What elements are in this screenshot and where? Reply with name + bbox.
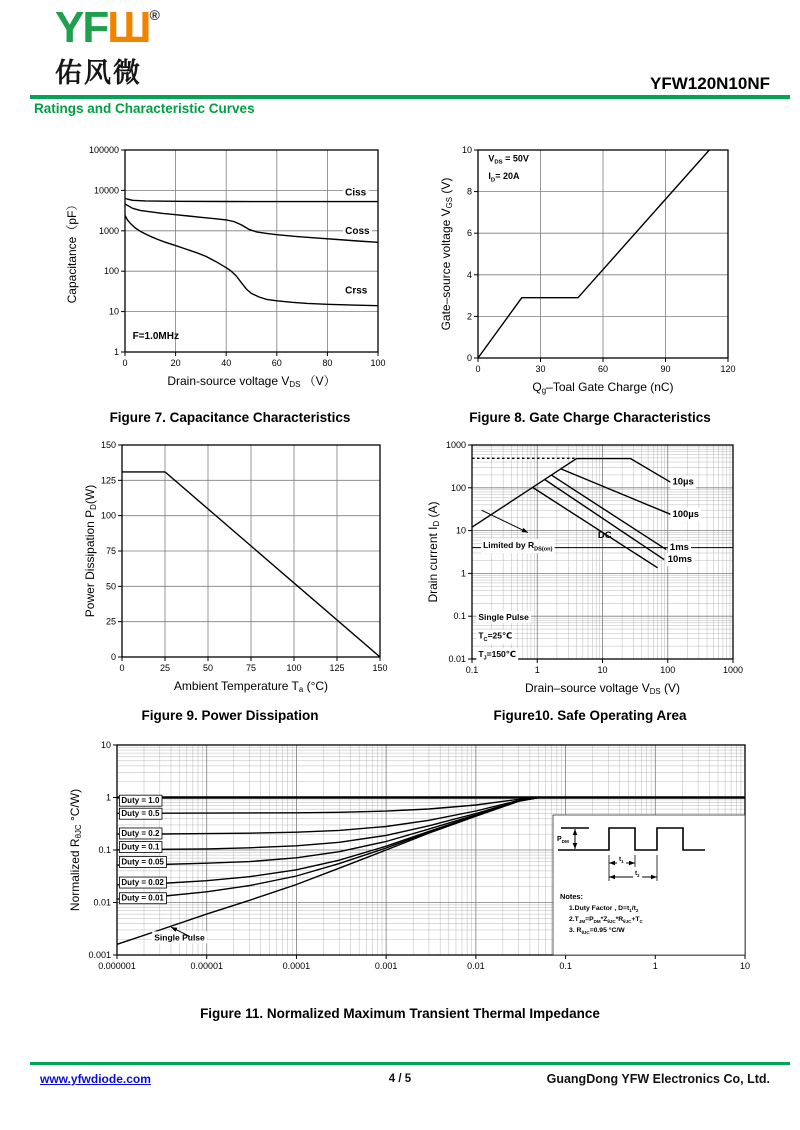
svg-text:Notes:: Notes: <box>560 892 583 901</box>
svg-text:1000: 1000 <box>445 440 466 450</box>
soa-chart <box>420 437 760 705</box>
svg-text:Capacitance（pF）: Capacitance（pF） <box>65 198 79 304</box>
svg-text:100µs: 100µs <box>672 508 700 520</box>
svg-text:0.001: 0.001 <box>374 961 398 971</box>
svg-text:t2: $t_2$ <box>635 870 640 879</box>
svg-text:10ms: 10ms <box>667 553 693 565</box>
svg-text:0.000001: 0.000001 <box>98 961 136 971</box>
svg-text:0: 0 <box>475 364 481 374</box>
svg-text:10: 10 <box>461 145 472 155</box>
figure7-caption: Figure 7. Capacitance Characteristics <box>109 410 351 425</box>
figure8-caption: Figure 8. Gate Charge Characteristics <box>469 410 711 425</box>
svg-text:60: 60 <box>597 364 609 374</box>
svg-text:0.1: 0.1 <box>453 611 466 622</box>
svg-text:25: 25 <box>159 663 171 673</box>
svg-text:100: 100 <box>286 663 302 673</box>
svg-text:1: 1 <box>460 568 466 579</box>
svg-text:1000: 1000 <box>98 225 119 236</box>
svg-text:Drain-source voltage VDS （V）: Drain-source voltage VDS （V） <box>167 374 336 390</box>
svg-text:Duty = 0.1: Duty = 0.1 <box>121 842 160 852</box>
svg-text:Duty = 0.2: Duty = 0.2 <box>121 828 160 838</box>
power-dissipation-chart <box>60 437 400 705</box>
svg-text:0: 0 <box>466 353 472 363</box>
svg-text:4: 4 <box>466 269 472 280</box>
svg-text:0.1: 0.1 <box>465 665 479 675</box>
svg-text:3. RθJC=0.95 °C/W: 3. $R_{\theta JC}=0.95$ °C/W <box>569 927 625 936</box>
svg-text:100: 100 <box>370 358 386 368</box>
svg-text:75: 75 <box>245 663 257 673</box>
footer-rule <box>30 1062 790 1065</box>
svg-text:60: 60 <box>271 358 282 368</box>
svg-text:TJ=150℃: $T_J=150℃$ <box>478 649 517 662</box>
svg-text:10: 10 <box>455 525 466 536</box>
svg-text:Qg–Toal Gate Charge (nC): Qg–Toal Gate Charge (nC) <box>532 380 674 396</box>
svg-text:0.00001: 0.00001 <box>190 961 223 971</box>
svg-text:Crss: Crss <box>345 285 368 297</box>
svg-text:PDM: $P_{DM}$ <box>557 836 569 845</box>
svg-text:100: 100 <box>450 482 466 493</box>
svg-text:2.TJM=PDM*ZθJC*RθJC+TC: $2.T_{JM}=P_{DM}*Z_{\theta JC}*R_{\theta JC}+T_C$ <box>569 916 643 925</box>
svg-text:F=1.0MHz: F=1.0MHz <box>132 330 179 342</box>
svg-text:30: 30 <box>535 364 546 374</box>
svg-text:150: 150 <box>372 663 388 673</box>
svg-text:Drain–source voltage VDS (V): Drain–source voltage VDS (V) <box>524 681 681 697</box>
figure11-caption: Figure 11. Normalized Maximum Transient Thermal Impedance <box>200 1006 600 1021</box>
logo-chinese-name: 佑风微 <box>55 58 142 88</box>
svg-text:TC=25℃: $T_C=25℃$ <box>478 630 513 643</box>
svg-text:75: 75 <box>105 546 116 556</box>
svg-text:0: 0 <box>110 652 116 662</box>
svg-text:t1: $t_1$ <box>619 856 624 865</box>
svg-text:2: 2 <box>466 311 472 322</box>
svg-text:20: 20 <box>170 358 181 368</box>
svg-text:10: 10 <box>597 665 608 675</box>
svg-text:1: 1 <box>534 665 540 675</box>
svg-text:6: 6 <box>466 228 472 239</box>
svg-text:Gate–source voltage VGS (V): Gate–source voltage VGS (V) <box>439 177 455 331</box>
svg-text:150: 150 <box>100 440 116 450</box>
svg-text:ID= 20A: $I_D= 20A$ <box>488 171 520 184</box>
svg-text:50: 50 <box>202 663 214 673</box>
svg-text:Normalized RθJC °C/W): Normalized RθJC °C/W) <box>68 788 84 912</box>
svg-text:125: 125 <box>329 663 345 673</box>
registered-mark: ® <box>149 7 160 23</box>
header-rule <box>30 95 790 99</box>
website-link[interactable]: www.yfwdiode.com <box>40 1072 151 1086</box>
svg-text:Single Pulse: Single Pulse <box>154 932 205 943</box>
svg-text:1: 1 <box>105 792 111 803</box>
svg-text:10: 10 <box>739 961 751 971</box>
logo-text <box>55 3 160 52</box>
svg-text:1ms: 1ms <box>669 542 689 554</box>
svg-text:1000: 1000 <box>722 665 744 675</box>
logo-sha-glyph: Ш <box>107 3 150 52</box>
svg-text:0.01: 0.01 <box>93 897 111 908</box>
svg-text:Limited by RDS(on): Limited by $R_{DS(on)}$ <box>483 540 553 553</box>
svg-text:Drain current ID (A): Drain current ID (A) <box>426 501 442 603</box>
svg-text:50: 50 <box>105 581 116 592</box>
svg-text:10000: 10000 <box>93 185 119 196</box>
company-name: GuangDong YFW Electronics Co, Ltd. <box>546 1072 770 1086</box>
svg-text:1: 1 <box>652 961 658 971</box>
svg-text:0.1: 0.1 <box>98 845 111 855</box>
svg-text:Ciss: Ciss <box>345 187 367 199</box>
svg-text:Power Dissipation PD(W): Power Dissipation PD(W) <box>83 484 99 618</box>
svg-text:40: 40 <box>221 358 232 368</box>
logo-yf: YF <box>55 3 108 52</box>
gate-charge-chart <box>420 140 760 410</box>
svg-text:Single Pulse: Single Pulse <box>478 611 529 622</box>
svg-text:Duty = 0.01: Duty = 0.01 <box>121 893 164 903</box>
svg-text:80: 80 <box>322 358 333 368</box>
svg-text:0.1: 0.1 <box>559 961 572 971</box>
svg-text:125: 125 <box>100 475 116 486</box>
svg-text:0: 0 <box>122 358 128 368</box>
svg-text:100000: 100000 <box>88 145 119 155</box>
svg-text:1.Duty Factor , D=t1/t2: 1.Duty Factor , $D=t_1/t_2$ <box>569 905 639 914</box>
capacitance-chart <box>60 140 400 410</box>
svg-text:Ambient Temperature Ta (°C): Ambient Temperature Ta (°C) <box>173 679 329 695</box>
svg-text:120: 120 <box>720 364 736 374</box>
svg-text:Duty = 0.05: Duty = 0.05 <box>121 857 164 867</box>
svg-text:DC: DC <box>597 529 612 541</box>
svg-text:10: 10 <box>100 740 111 750</box>
svg-text:0: 0 <box>119 663 125 673</box>
svg-text:0.01: 0.01 <box>467 961 485 971</box>
svg-text:0.0001: 0.0001 <box>282 961 311 971</box>
svg-text:Duty = 0.5: Duty = 0.5 <box>121 809 160 819</box>
svg-text:0.001: 0.001 <box>88 950 111 960</box>
figure10-caption: Figure10. Safe Operating Area <box>493 708 687 723</box>
svg-text:25: 25 <box>105 616 116 627</box>
svg-text:Coss: Coss <box>345 226 370 238</box>
svg-text:Duty = 1.0: Duty = 1.0 <box>121 796 160 806</box>
svg-text:100: 100 <box>103 266 119 277</box>
svg-text:90: 90 <box>660 364 671 374</box>
svg-text:8: 8 <box>466 186 472 197</box>
svg-text:0.01: 0.01 <box>448 654 466 664</box>
svg-text:VDS = 50V: $V_{DS} = 50V$ <box>488 153 529 166</box>
thermal-impedance-chart <box>55 738 765 993</box>
part-number: YFW120N10NF <box>650 74 770 93</box>
svg-text:100: 100 <box>660 665 676 675</box>
page-number: 4 / 5 <box>388 1073 412 1085</box>
svg-text:100: 100 <box>100 510 116 521</box>
svg-text:10µs: 10µs <box>672 476 694 488</box>
svg-text:1: 1 <box>113 347 119 357</box>
company-logo <box>55 3 160 90</box>
figure9-caption: Figure 9. Power Dissipation <box>141 708 319 723</box>
section-title: Ratings and Characteristic Curves <box>34 101 255 116</box>
svg-text:10: 10 <box>108 306 119 317</box>
svg-text:Duty = 0.02: Duty = 0.02 <box>121 878 164 888</box>
